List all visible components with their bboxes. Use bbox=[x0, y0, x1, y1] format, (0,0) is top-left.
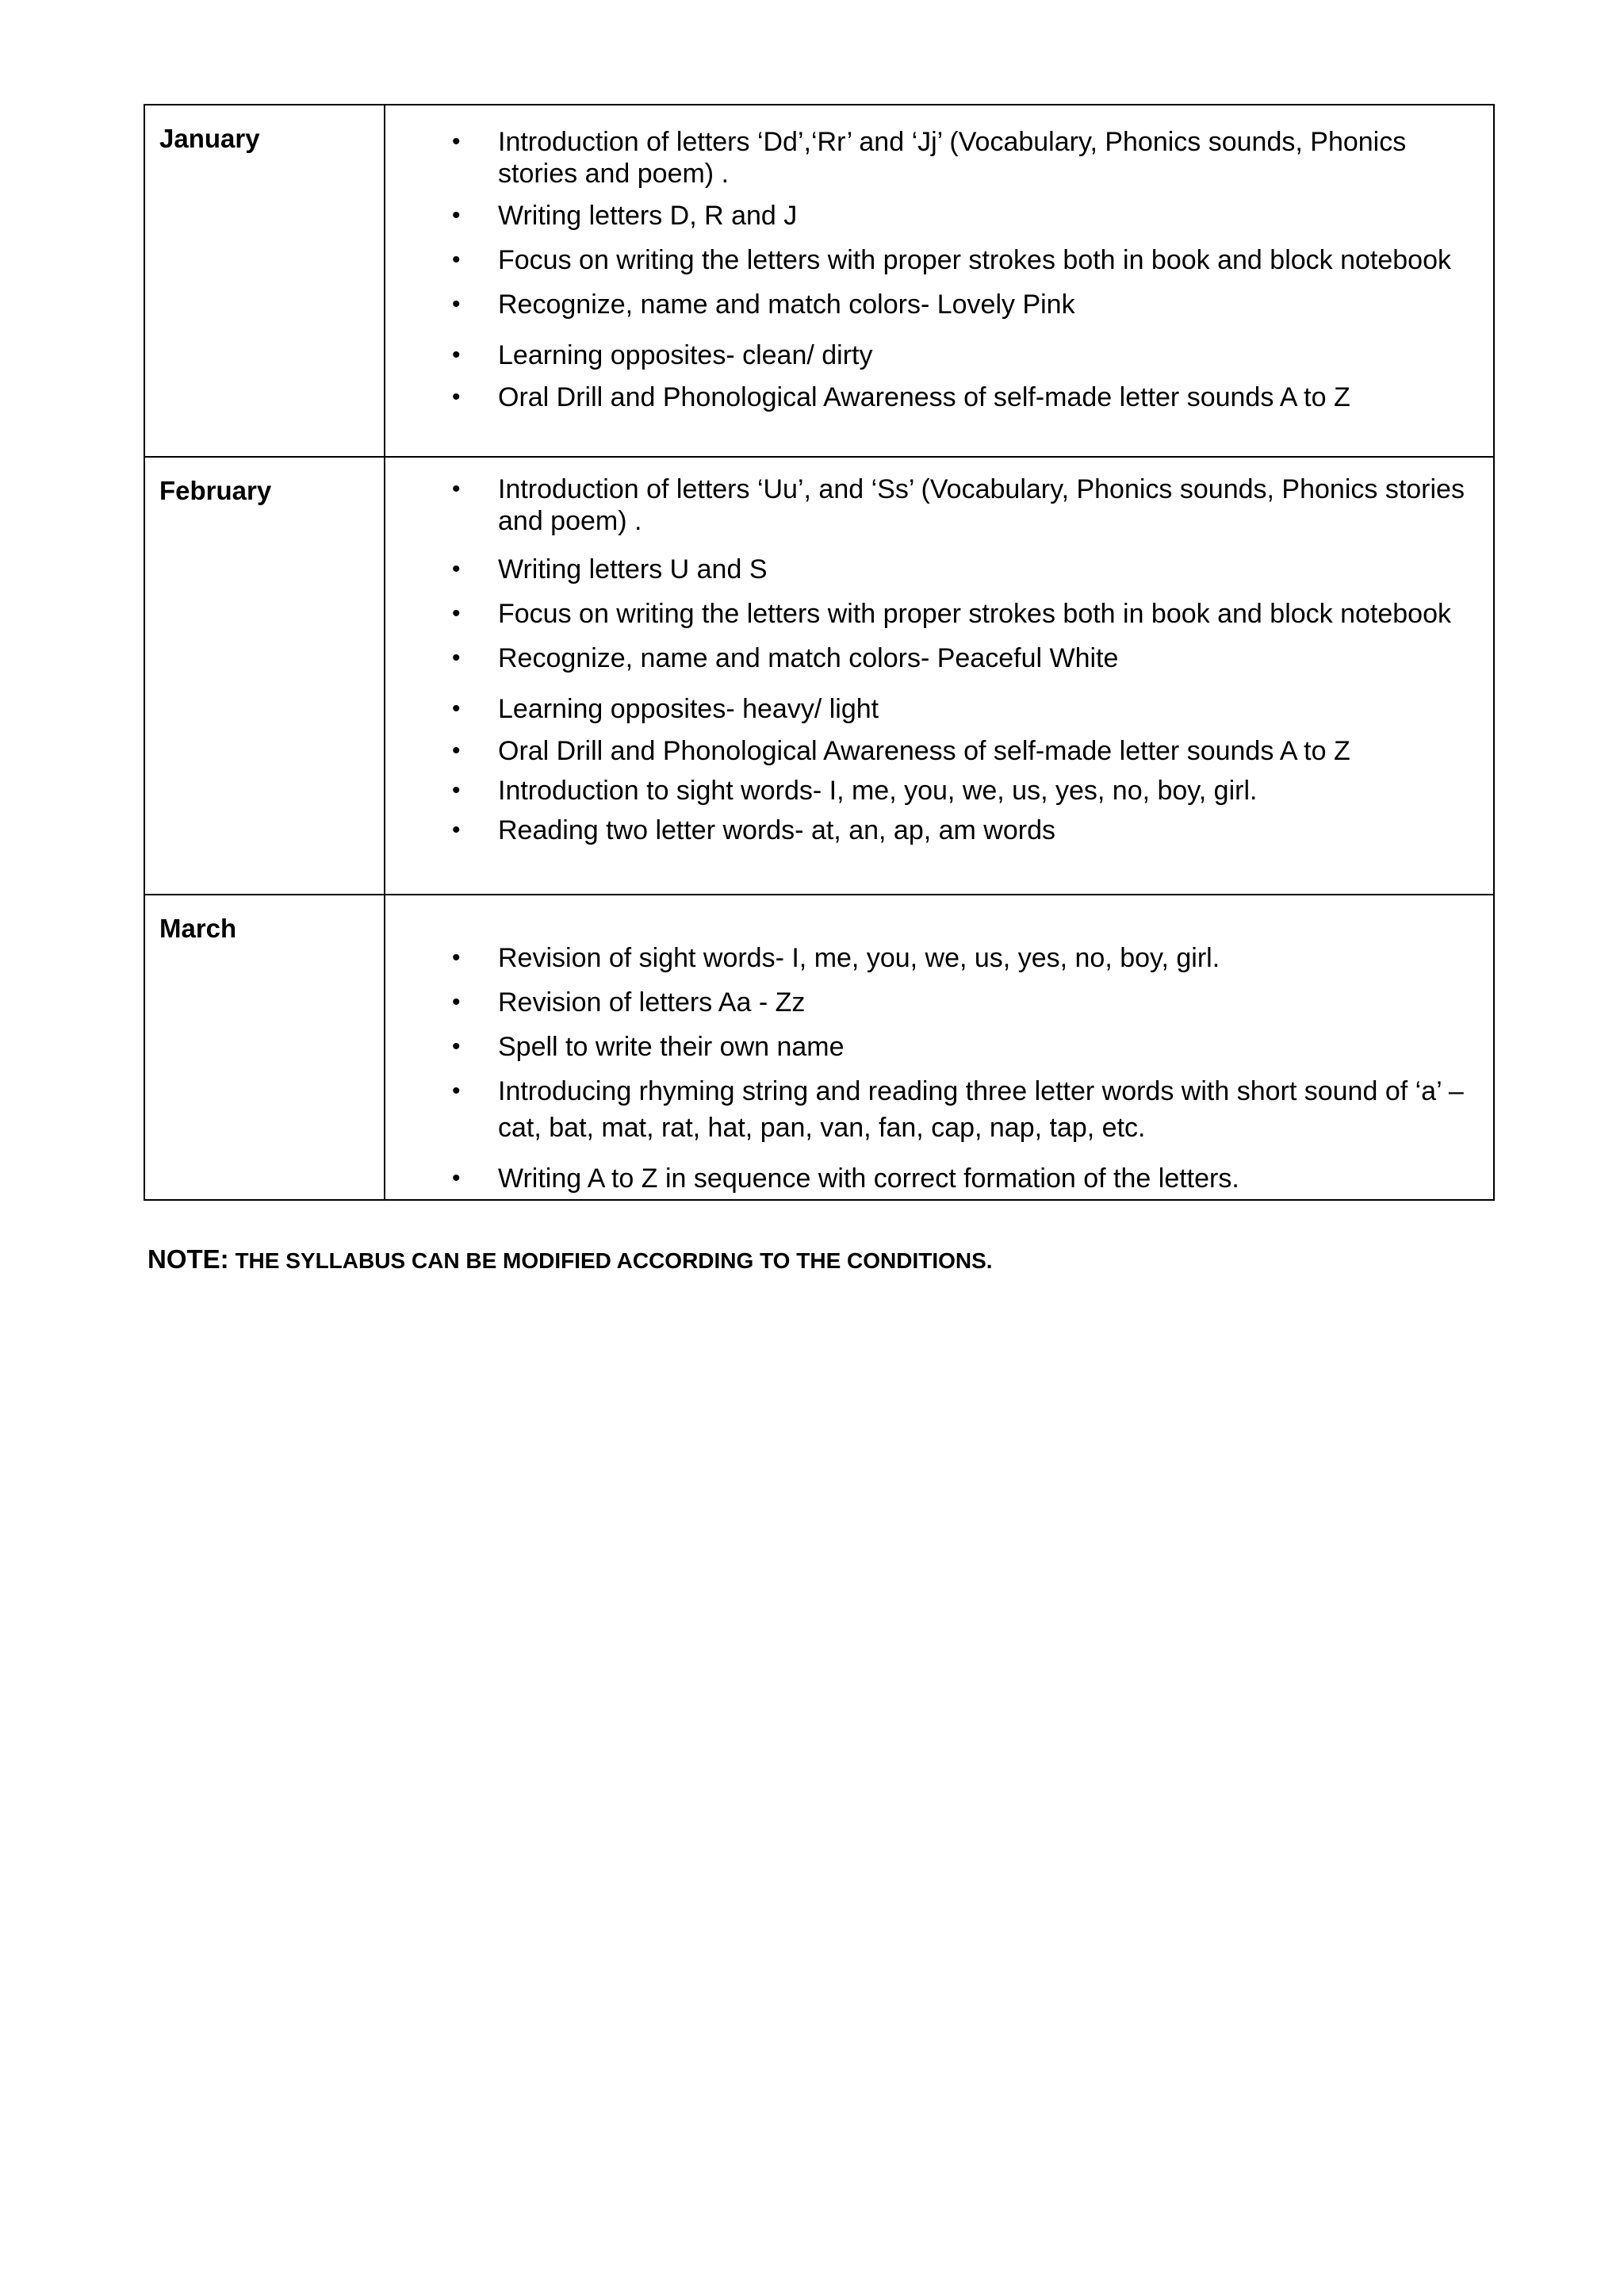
list-item bbox=[385, 640, 1493, 677]
topic-list bbox=[385, 458, 1493, 846]
list-item bbox=[385, 242, 1493, 278]
topic-text: Revision of letters Aa - Zz bbox=[498, 987, 806, 1018]
topic-text: Oral Drill and Phonological Awareness of self-made letter sounds A to Z bbox=[498, 736, 1350, 766]
list-item bbox=[385, 126, 1493, 190]
topic-text: Writing letters D, R and J bbox=[498, 201, 798, 231]
list-item bbox=[385, 775, 1493, 807]
list-item bbox=[385, 197, 1493, 234]
bullet-icon: • bbox=[452, 945, 461, 971]
list-item bbox=[385, 381, 1493, 413]
topic-text: Focus on writing the letters with proper strokes both in book and block notebook bbox=[498, 599, 1452, 629]
topic-text: Revision of sight words- I, me, you, we, us, yes, no, boy, girl. bbox=[498, 943, 1220, 973]
list-item bbox=[385, 984, 1493, 1021]
topics-cell bbox=[385, 895, 1494, 1200]
topic-list bbox=[385, 105, 1493, 413]
list-item bbox=[385, 1160, 1493, 1197]
topic-text: Oral Drill and Phonological Awareness of self-made letter sounds A to Z bbox=[498, 382, 1350, 412]
topic-list bbox=[385, 895, 1493, 1197]
list-item bbox=[385, 337, 1493, 374]
bullet-icon: • bbox=[452, 202, 461, 228]
topic-text: Introduction of letters ‘Dd’,‘Rr’ and ‘Jj’ (Vocabulary, Phonics sounds, Phonics stories and poem) . bbox=[498, 127, 1407, 189]
bullet-icon: • bbox=[452, 556, 461, 582]
bullet-icon: • bbox=[452, 1078, 461, 1104]
list-item bbox=[385, 286, 1493, 323]
syllabus-table bbox=[144, 104, 1495, 1201]
topic-text: Learning opposites- heavy/ light bbox=[498, 694, 879, 724]
list-item bbox=[385, 940, 1493, 976]
month-cell bbox=[144, 895, 385, 1200]
bullet-icon: • bbox=[452, 476, 461, 502]
month-cell bbox=[144, 105, 385, 457]
topics-cell bbox=[385, 105, 1494, 457]
topic-text: Writing letters U and S bbox=[498, 554, 768, 585]
topics-cell bbox=[385, 457, 1494, 895]
month-row-february bbox=[144, 457, 1494, 895]
bullet-icon: • bbox=[452, 817, 461, 843]
topic-text: Learning opposites- clean/ dirty bbox=[498, 340, 873, 370]
bullet-icon: • bbox=[452, 696, 461, 722]
list-item bbox=[385, 473, 1493, 537]
list-item bbox=[385, 815, 1493, 846]
list-item bbox=[385, 735, 1493, 767]
month-cell bbox=[144, 457, 385, 895]
bullet-icon: • bbox=[452, 738, 461, 764]
topic-text: Introducing rhyming string and reading three letter words with short sound of ‘a’ –cat, bat, mat, rat, hat, pan, van, fan, cap, nap, tap, etc. bbox=[498, 1076, 1464, 1143]
bullet-icon: • bbox=[452, 989, 461, 1015]
list-item bbox=[385, 596, 1493, 632]
syllabus-note bbox=[147, 1244, 993, 1277]
bullet-icon: • bbox=[452, 1165, 461, 1191]
bullet-icon: • bbox=[452, 342, 461, 368]
list-item bbox=[385, 551, 1493, 588]
topic-text: Recognize, name and match colors- Peaceful White bbox=[498, 643, 1119, 673]
bullet-icon: • bbox=[452, 777, 461, 803]
bullet-icon: • bbox=[452, 384, 461, 410]
month-label: February bbox=[159, 476, 272, 505]
topic-text: Reading two letter words- at, an, ap, am words bbox=[498, 815, 1055, 845]
topic-text: Focus on writing the letters with proper strokes both in book and block notebook bbox=[498, 245, 1452, 275]
bullet-icon: • bbox=[452, 128, 461, 155]
topic-text: Recognize, name and match colors- Lovely Pink bbox=[498, 289, 1075, 320]
month-row-january bbox=[144, 105, 1494, 457]
month-row-march bbox=[144, 895, 1494, 1200]
list-item bbox=[385, 1073, 1493, 1146]
topic-text: Introduction to sight words- I, me, you, we, us, yes, no, boy, girl. bbox=[498, 776, 1258, 806]
bullet-icon: • bbox=[452, 291, 461, 317]
bullet-icon: • bbox=[452, 247, 461, 273]
note-label: NOTE: bbox=[147, 1244, 229, 1274]
note-text: THE SYLLABUS CAN BE MODIFIED ACCORDING TO THE CONDITIONS. bbox=[228, 1248, 993, 1273]
topic-text: Spell to write their own name bbox=[498, 1032, 845, 1062]
bullet-icon: • bbox=[452, 1033, 461, 1060]
bullet-icon: • bbox=[452, 600, 461, 627]
list-item bbox=[385, 1029, 1493, 1065]
list-item bbox=[385, 691, 1493, 727]
bullet-icon: • bbox=[452, 645, 461, 671]
month-label: March bbox=[159, 914, 237, 943]
month-label: January bbox=[159, 124, 260, 153]
topic-text: Introduction of letters ‘Uu’, and ‘Ss’ (Vocabulary, Phonics sounds, Phonics stories and poem) . bbox=[498, 474, 1465, 536]
topic-text: Writing A to Z in sequence with correct formation of the letters. bbox=[498, 1163, 1239, 1194]
